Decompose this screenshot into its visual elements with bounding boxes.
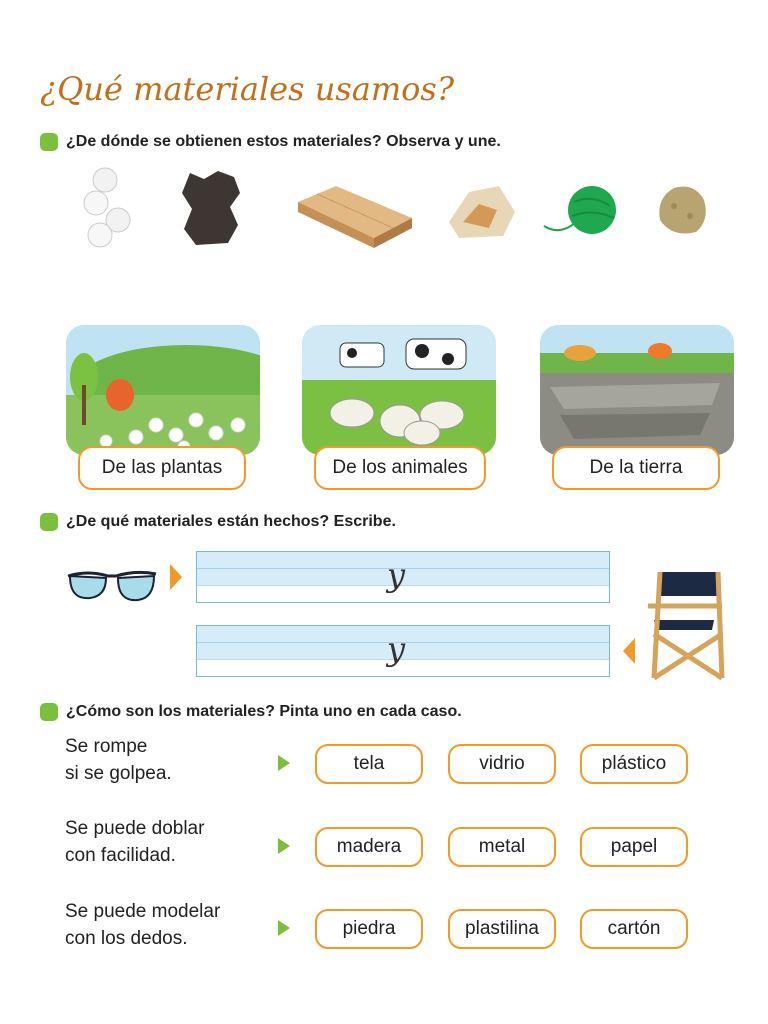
- connector-y: y: [387, 630, 406, 668]
- chair-image: [638, 570, 728, 687]
- option-papel[interactable]: papel: [580, 827, 688, 867]
- question-1: [40, 133, 501, 151]
- cotton-image[interactable]: [80, 165, 140, 255]
- option-vidrio[interactable]: vidrio: [448, 744, 556, 784]
- question-number-badge: [40, 133, 58, 151]
- question-number-badge: [40, 703, 58, 721]
- earth-scene: [540, 325, 734, 455]
- question-2-text: ¿De qué materiales están hechos? Escribe.: [66, 513, 396, 530]
- plants-scene: [66, 325, 260, 455]
- stone-image[interactable]: [443, 182, 519, 247]
- writing-lines-glasses[interactable]: [196, 551, 610, 603]
- arrow-left-icon: [623, 638, 635, 664]
- property-text-line1: Se puede doblar: [65, 818, 205, 839]
- animals-scene: [302, 325, 496, 455]
- connector-y: y: [387, 556, 406, 594]
- option-metal[interactable]: metal: [448, 827, 556, 867]
- property-text-line2: si se golpea.: [65, 763, 172, 784]
- clay-image[interactable]: [652, 180, 710, 243]
- leather-image[interactable]: [178, 167, 244, 252]
- play-arrow-icon: [278, 755, 290, 771]
- option-madera[interactable]: madera: [315, 827, 423, 867]
- source-label-plants[interactable]: De las plantas: [78, 446, 246, 490]
- option-carton[interactable]: cartón: [580, 909, 688, 949]
- option-piedra[interactable]: piedra: [315, 909, 423, 949]
- property-text-line1: Se puede modelar: [65, 901, 221, 922]
- writing-lines-chair[interactable]: [196, 625, 610, 677]
- property-text-line2: con facilidad.: [65, 845, 176, 866]
- question-3: [40, 703, 462, 721]
- property-row-2: [65, 815, 204, 869]
- wool-image[interactable]: [540, 180, 620, 247]
- play-arrow-icon: [278, 838, 290, 854]
- page-title: ¿Qué materiales usamos?: [40, 70, 454, 108]
- option-plastilina[interactable]: plastilina: [448, 909, 556, 949]
- source-label-earth[interactable]: De la tierra: [552, 446, 720, 490]
- question-3-text: ¿Cómo son los materiales? Pinta uno en cada caso.: [66, 703, 462, 720]
- property-row-1: [65, 733, 172, 787]
- question-1-text: ¿De dónde se obtienen estos materiales? Observa y une.: [66, 133, 501, 150]
- question-number-badge: [40, 513, 58, 531]
- arrow-right-icon: [170, 564, 182, 590]
- option-plastico[interactable]: plástico: [580, 744, 688, 784]
- property-text-line1: Se rompe: [65, 736, 148, 757]
- source-label-animals[interactable]: De los animales: [314, 446, 486, 490]
- glasses-image: [64, 562, 160, 611]
- question-2: [40, 513, 396, 531]
- option-tela[interactable]: tela: [315, 744, 423, 784]
- property-text-line2: con los dedos.: [65, 928, 188, 949]
- wood-image[interactable]: [294, 182, 416, 257]
- play-arrow-icon: [278, 920, 290, 936]
- property-row-3: [65, 898, 220, 952]
